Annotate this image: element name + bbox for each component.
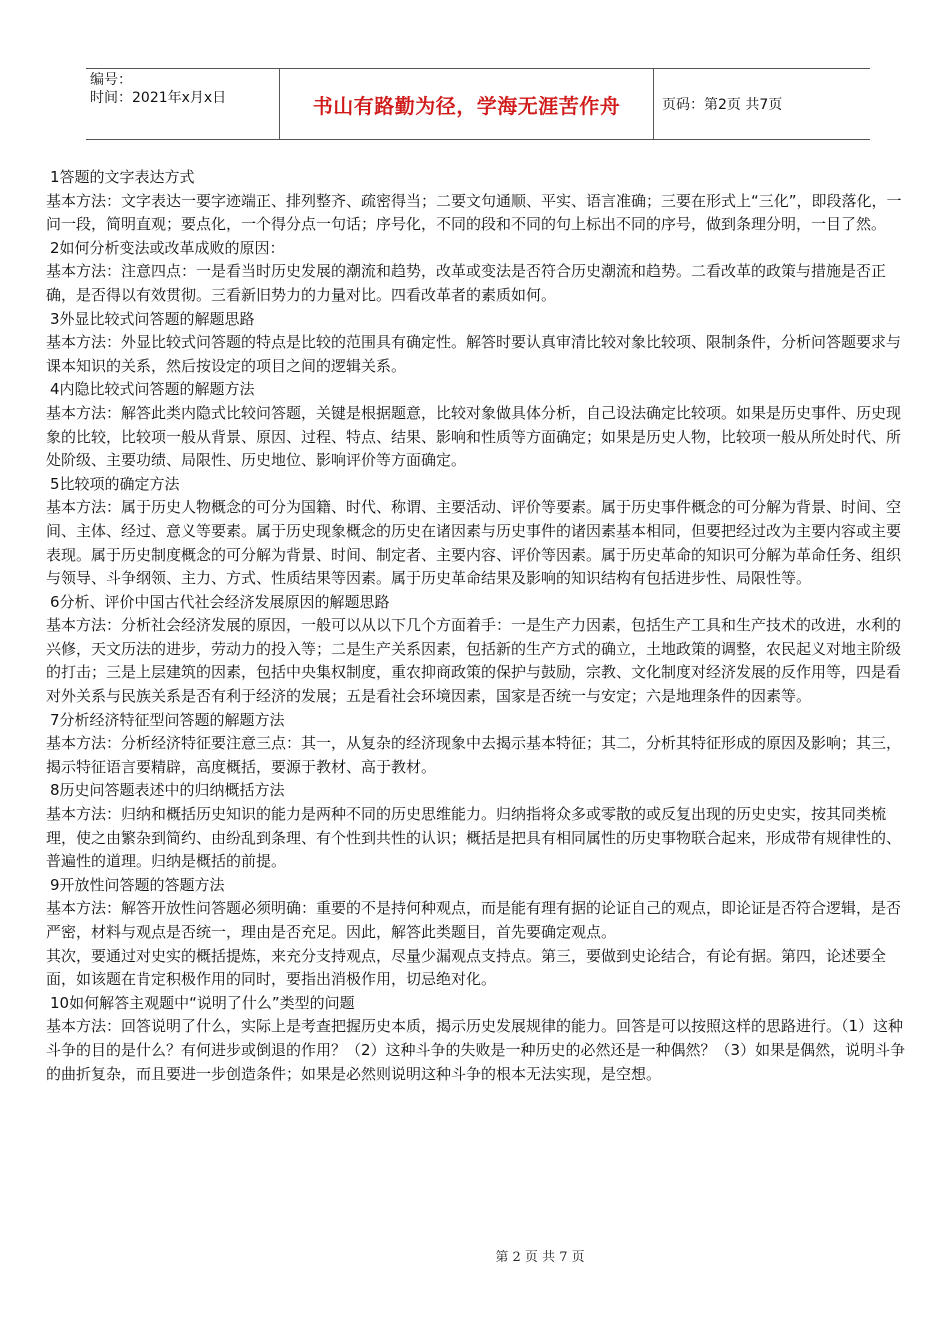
body-paragraph: 基本方法：外显比较式问答题的特点是比较的范围具有确定性。解答时要认真审清比较对象比较项、限制条件，分析问答题要求与课本知识的关系，然后按设定的项目之间的逻辑关系。 bbox=[46, 333, 902, 375]
document-time-label: 时间：2021年x月x日 bbox=[90, 90, 227, 106]
section-heading: 5比较项的确定方法 bbox=[50, 474, 180, 493]
page-header bbox=[86, 68, 870, 140]
document-body bbox=[46, 166, 908, 1086]
header-motto: 书山有路勤为径，学海无涯苦作舟 bbox=[280, 69, 654, 139]
header-page-number: 页码：第2页 共7页 bbox=[662, 97, 783, 113]
body-paragraph: 基本方法：归纳和概括历史知识的能力是两种不同的历史思维能力。归纳指将众多或零散的或反复出现的历史史实，按其同类梳理，使之由繁杂到简约、由纷乱到条理、有个性到共性的认识；概括是把具有相同属性的历史事物联合起来，形成带有规律性的、普遍性的道理。归纳是概括的前提。 bbox=[46, 805, 902, 871]
body-paragraph: 其次，要通过对史实的概括提炼，来充分支持观点，尽量少漏观点支持点。第三，要做到史论结合，有论有据。第四，论述要全面，如该题在肯定积极作用的同时，要指出消极作用，切忌绝对化。 bbox=[46, 946, 887, 989]
section-heading: 9开放性问答题的答题方法 bbox=[50, 875, 225, 894]
page-footer: 第 2 页 共 7 页 bbox=[495, 1250, 585, 1265]
body-paragraph: 基本方法：回答说明了什么，实际上是考查把握历史本质，揭示历史发展规律的能力。回答是可以按照这样的思路进行。（1）这种斗争的目的是什么？有何进步或倒退的作用？（2）这种斗争的失败是一种历史的必然还是一种偶然？（3）如果是偶然，说明斗争的曲折复杂，而且要进一步创造条件；如果是必然则说明这种斗争的根本无法实现，是空想。 bbox=[46, 1017, 906, 1083]
section-heading: 8历史问答题表述中的归纳概括方法 bbox=[50, 781, 285, 800]
section-heading: 4内隐比较式问答题的解题方法 bbox=[50, 380, 255, 399]
section-heading: 3外显比较式问答题的解题思路 bbox=[50, 309, 255, 328]
section-heading: 10如何解答主观题中“说明了什么”类型的问题 bbox=[50, 993, 355, 1012]
body-paragraph: 基本方法：文字表达一要字迹端正、排列整齐、疏密得当；二要文句通顺、平实、语言准确；三要在形式上“三化”，即段落化，一问一段，简明直观；要点化，一个得分点一句话；序号化，不同的段和不同的句上标出不同的序号，做到条理分明，一目了然。 bbox=[46, 191, 902, 234]
section-heading: 6分析、评价中国古代社会经济发展原因的解题思路 bbox=[50, 592, 390, 611]
body-paragraph: 基本方法：注意四点：一是看当时历史发展的潮流和趋势，改革或变法是否符合历史潮流和趋势。二看改革的政策与措施是否正确，是否得以有效贯彻。三看新旧势力的力量对比。四看改革者的素质如何。 bbox=[46, 262, 887, 304]
body-paragraph: 基本方法：属于历史人物概念的可分为国籍、时代、称谓、主要活动、评价等要素。属于历史事件概念的可分解为背景、时间、空间、主体、经过、意义等要素。属于历史现象概念的历史在诸因素与历史事件的诸因素基本相同，但要把经过改为主要内容或主要表现。属于历史制度概念的可分解为背景、时间、制定者、主要内容、评价等因素。属于历史革命的知识可分解为革命任务、组织与领导、斗争纲领、主力、方式、性质结果等因素。属于历史革命结果及影响的知识结构有包括进步性、局限性等。 bbox=[46, 498, 902, 588]
header-meta bbox=[86, 69, 280, 139]
body-paragraph: 基本方法：解答此类内隐式比较问答题，关键是根据题意，比较对象做具体分析，自己设法确定比较项。如果是历史事件、历史现象的比较，比较项一般从背景、原因、过程、特点、结果、影响和性质等方面确定；如果是历史人物，比较项一般从所处时代、所处阶级、主要功绩、局限性、历史地位、影响评价等方面确定。 bbox=[46, 403, 902, 470]
body-paragraph: 基本方法：分析社会经济发展的原因，一般可以从以下几个方面着手：一是生产力因素，包括生产工具和生产技术的改进，水利的兴修，天文历法的进步，劳动力的投入等；二是生产关系因素，包括新的生产方式的确立，土地政策的调整，农民起义对地主阶级的打击；三是上层建筑的因素，包括中央集权制度，重农抑商政策的保护与鼓励，宗教、文化制度对经济发展的反作用等，四是看对外关系与民族关系是否有利于经济的发展；五是看社会环境因素，国家是否统一与安定；六是地理条件的因素等。 bbox=[46, 616, 902, 706]
section-heading: 1答题的文字表达方式 bbox=[50, 168, 195, 186]
body-paragraph: 基本方法：分析经济特征要注意三点：其一，从复杂的经济现象中去揭示基本特征；其二，分析其特征形成的原因及影响；其三，揭示特征语言要精辟，高度概括，要源于教材、高于教材。 bbox=[46, 734, 902, 776]
section-heading: 7分析经济特征型问答题的解题方法 bbox=[50, 710, 285, 729]
body-paragraph: 基本方法：解答开放性问答题必须明确：重要的不是持何种观点，而是能有理有据的论证自己的观点，即论证是否符合逻辑，是否严密，材料与观点是否统一，理由是否充足。因此，解答此类题目，首先要确定观点。 bbox=[46, 899, 902, 941]
document-number-label: 编号： bbox=[90, 72, 132, 88]
section-heading: 2如何分析变法或改革成败的原因： bbox=[50, 238, 285, 257]
